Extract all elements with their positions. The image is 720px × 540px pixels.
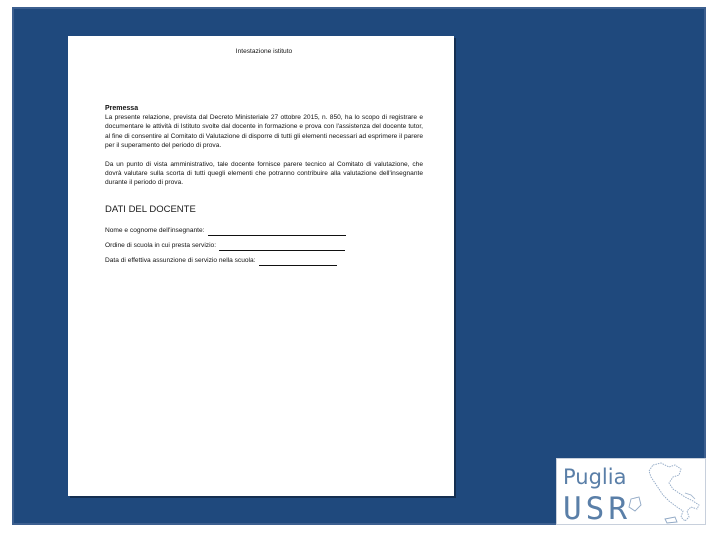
field-row-nome bbox=[105, 221, 423, 236]
logo-text-puglia: Puglia bbox=[563, 465, 627, 489]
italy-map-icon bbox=[557, 459, 707, 526]
field-blank-line bbox=[259, 258, 337, 266]
field-label: Nome e cognome dell'insegnante: bbox=[105, 227, 205, 235]
field-label: Data di effettiva assunzione di servizio nella scuola: bbox=[105, 257, 256, 265]
section-heading-dati-docente: DATI DEL DOCENTE bbox=[105, 203, 196, 215]
field-blank-line bbox=[208, 228, 346, 236]
slide-background bbox=[12, 7, 706, 525]
usr-puglia-logo bbox=[556, 458, 706, 525]
premessa-paragraph-2: Da un punto di vista amministrativo, tale docente fornisce parere tecnico al Comitato di valutazione, che dovrà valutare sulla scorta di tutti quegli elementi che potranno contribuire alla valutazione dell'insegnante durante il periodo di prova. bbox=[105, 161, 423, 187]
premessa-heading: Premessa bbox=[105, 105, 139, 113]
document-header: Intestazione istituto bbox=[235, 48, 293, 55]
field-row-ordine bbox=[105, 236, 423, 251]
field-row-data-assunzione bbox=[105, 251, 423, 266]
logo-text-usr: USR bbox=[563, 491, 631, 526]
document-page bbox=[68, 36, 454, 496]
field-label: Ordine di scuola in cui presta servizio: bbox=[105, 242, 217, 250]
field-blank-line bbox=[219, 243, 345, 251]
premessa-paragraph-1: La presente relazione, prevista dal Decreto Ministeriale 27 ottobre 2015, n. 850, ha lo scopo di registrare e documentare le attività di Istituto svolte dal docente in formazione e prova con l'assistenza del docente tutor, al fine di consentire al Comitato di Valutazione di disporre di tutti gli elementi necessari ad esprimere il parere per il superamento del periodo di prova. bbox=[105, 114, 424, 149]
